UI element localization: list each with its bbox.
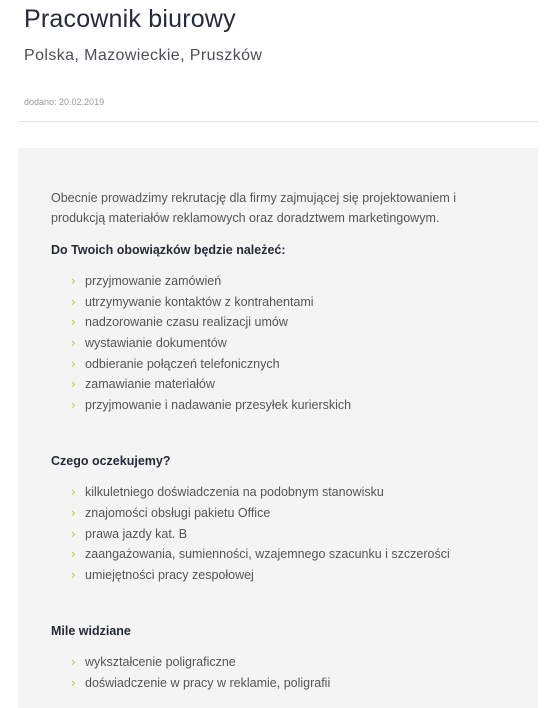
list-item [71, 271, 505, 292]
list-item-text: wykształcenie poligraficzne [85, 655, 236, 670]
chevron-right-icon: › [71, 356, 76, 371]
list-item [71, 503, 505, 524]
list-item [71, 395, 505, 416]
requirements-heading: Czego oczekujemy? [51, 454, 171, 469]
chevron-right-icon: › [71, 315, 76, 330]
chevron-right-icon: › [71, 377, 76, 392]
list-item [71, 482, 505, 503]
job-header [0, 0, 556, 108]
list-item-text: utrzymywanie kontaktów z kontrahentami [85, 294, 314, 309]
chevron-right-icon: › [71, 506, 76, 521]
intro-text: Obecnie prowadzimy rekrutację dla firmy zajmującej się projektowaniem i produkcją materiałów reklamowych oraz doradztwem marketingowym. [51, 191, 457, 225]
duties-list [51, 271, 505, 415]
chevron-right-icon: › [71, 336, 76, 351]
list-item [71, 333, 505, 354]
list-item [71, 292, 505, 313]
list-item-text: przyjmowanie i nadawanie przesyłek kurierskich [85, 397, 352, 412]
list-item-text: nadzorowanie czasu realizacji umów [85, 315, 288, 330]
list-item-text: umiejętności pracy zespołowej [85, 567, 254, 582]
list-item [71, 673, 505, 694]
list-item-text: zamawianie materiałów [85, 377, 215, 392]
job-date: dodano: 20.02.2019 [24, 97, 105, 107]
list-item-text: prawa jazdy kat. B [85, 526, 188, 541]
chevron-right-icon: › [71, 676, 76, 691]
list-item-text: znajomości obsługi pakietu Office [85, 506, 271, 521]
nice-to-have-heading: Mile widziane [51, 624, 131, 639]
requirements-list [51, 482, 505, 585]
job-description [18, 148, 538, 708]
list-item [71, 652, 505, 673]
list-item [71, 565, 505, 586]
chevron-right-icon: › [71, 567, 76, 582]
list-item [71, 544, 505, 565]
list-item-text: zaangażowania, sumienności, wzajemnego szacunku i szczerości [85, 547, 450, 562]
chevron-right-icon: › [71, 547, 76, 562]
chevron-right-icon: › [71, 294, 76, 309]
list-item-text: przyjmowanie zamówień [85, 274, 222, 289]
chevron-right-icon: › [71, 397, 76, 412]
chevron-right-icon: › [71, 274, 76, 289]
duties-heading: Do Twoich obowiązków będzie należeć: [51, 243, 286, 257]
job-location: Polska, Mazowieckie, Pruszków [24, 47, 263, 64]
nice-to-have-list [51, 652, 505, 693]
list-item [71, 523, 505, 544]
list-item-text: wystawianie dokumentów [85, 336, 227, 351]
chevron-right-icon: › [71, 485, 76, 500]
list-item-text: doświadczenie w pracy w reklamie, poligrafii [85, 676, 331, 691]
list-item-text: odbieranie połączeń telefonicznych [85, 356, 280, 371]
list-item [71, 312, 505, 333]
chevron-right-icon: › [71, 526, 76, 541]
list-item [71, 374, 505, 395]
divider [18, 121, 538, 122]
chevron-right-icon: › [71, 655, 76, 670]
job-title: Pracownik biurowy [24, 5, 236, 33]
list-item-text: kilkuletniego doświadczenia na podobnym stanowisku [85, 485, 384, 500]
list-item [71, 353, 505, 374]
